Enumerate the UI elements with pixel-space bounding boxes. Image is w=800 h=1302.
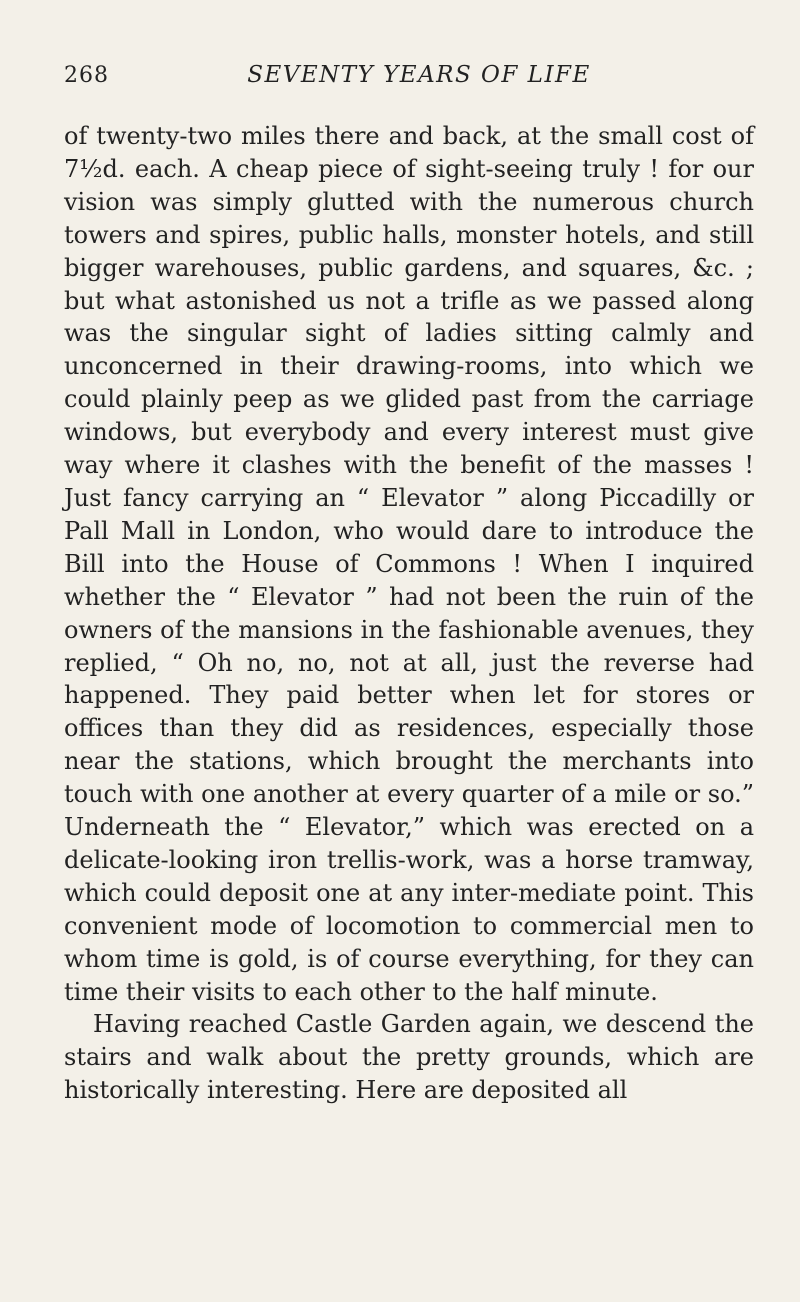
running-title: SEVENTY YEARS OF LIFE [247,62,591,88]
body-text [64,120,754,1107]
page-header [64,62,756,102]
paragraph-1: of twenty-two miles there and back, at the small cost of 7½d. each. A cheap piece of sight-seeing truly ! for our vision was simply glutted with the numerous church towers and spires, public halls, monster hotels, and still bigger warehouses, public gardens, and squares, &c. ; but what astonished us not a trifle as we passed along was the singular sight of ladies sitting calmly and unconcerned in their drawing-rooms, into which we could plainly peep as we glided past from the carriage windows, but everybody and every interest must give way where it clashes with the benefit of the masses ! Just fancy carrying an “ Elevator ” along Piccadilly or Pall Mall in London, who would dare to introduce the Bill into the House of Commons ! When I inquired whether the “ Elevator ” had not been the ruin of the owners of the mansions in the fashionable avenues, they replied, “ Oh no, no, not at all, just the reverse had happened. They paid better when let for stores or offices than they did as residences, especially those near the stations, which brought the merchants into touch with one another at every quarter of a mile or so.” Underneath the “ Elevator,” which was erected on a delicate-looking iron trellis-work, was a horse tramway, which could deposit one at any inter-mediate point. This convenient mode of locomotion to commercial men to whom time is gold, is of course everything, for they can time their visits to each other to the half minute. [64,122,754,1006]
paragraph-2: Having reached Castle Garden again, we descend the stairs and walk about the pretty grounds, which are historically interesting. Here are deposited all [64,1010,754,1105]
page-number: 268 [64,63,109,88]
